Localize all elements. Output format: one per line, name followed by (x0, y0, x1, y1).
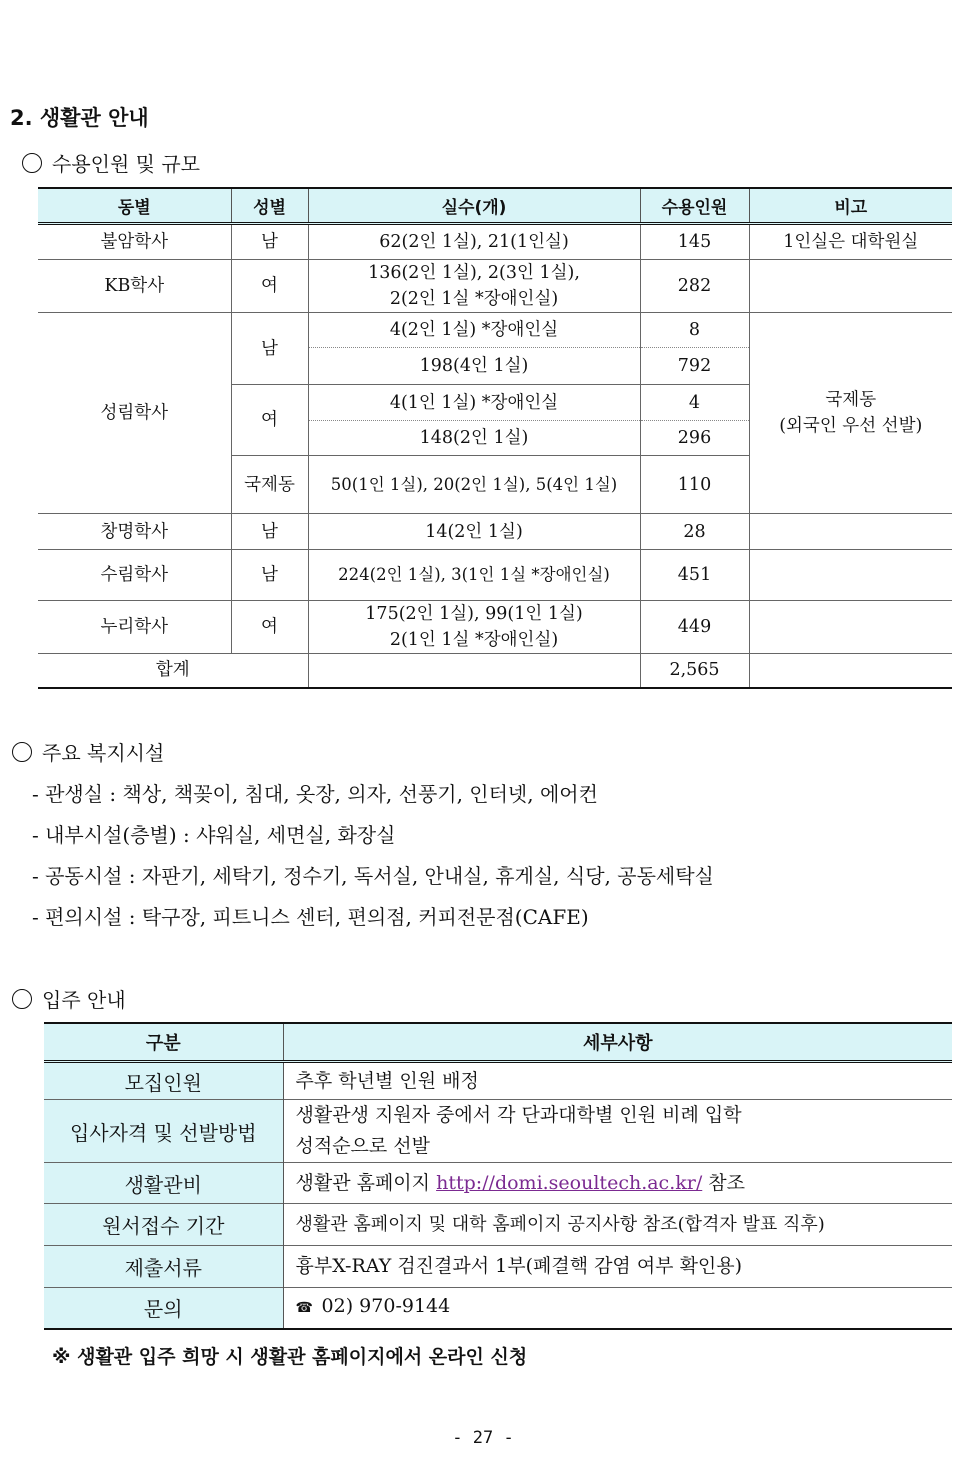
col-header-dorm: 동별 (38, 188, 231, 224)
admission-header-row (44, 1023, 952, 1062)
capacity-cell: 145 (640, 224, 749, 260)
note-line: 국제동 (825, 390, 877, 410)
row-label: 원서접수 기간 (44, 1204, 283, 1246)
table-row (38, 550, 952, 601)
note-cell: 1인실은 대학원실 (749, 224, 952, 260)
rooms-cell: 4(2인 1실) *장애인실 (308, 313, 640, 348)
circle-bullet-icon (22, 153, 42, 173)
capacity-heading (22, 148, 200, 177)
note-cell (749, 601, 952, 654)
table-row (38, 601, 952, 654)
dorm-name: 불암학사 (38, 224, 231, 260)
dorm-name: 창명학사 (38, 514, 231, 550)
rooms-cell: 50(1인 1실), 20(2인 1실), 5(4인 1실) (308, 456, 640, 514)
capacity-header-row (38, 188, 952, 224)
facility-item: - 관생실 : 책상, 책꽂이, 침대, 옷장, 의자, 선풍기, 인터넷, 에어컨 (32, 782, 598, 806)
table-row (44, 1204, 952, 1246)
table-row (44, 1062, 952, 1100)
capacity-cell: 28 (640, 514, 749, 550)
col-header-details: 세부사항 (283, 1023, 952, 1062)
capacity-heading-text: 수용인원 및 규모 (52, 152, 200, 176)
section-title: 2. 생활관 안내 (10, 106, 149, 130)
capacity-cell: 451 (640, 550, 749, 601)
row-value: 생활관 홈페이지 및 대학 홈페이지 공지사항 참조(합격자 발표 직후) (283, 1204, 952, 1246)
rooms-cell (308, 601, 640, 654)
capacity-cell: 449 (640, 601, 749, 654)
capacity-cell: 296 (640, 421, 749, 456)
rooms-cell (308, 260, 640, 313)
facility-item: - 편의시설 : 탁구장, 피트니스 센터, 편의점, 커피전문점(CAFE) (32, 905, 589, 929)
rooms-cell: 198(4인 1실) (308, 348, 640, 385)
rooms-cell: 224(2인 1실), 3(1인 1실 *장애인실) (308, 550, 640, 601)
total-label: 합계 (38, 654, 308, 688)
col-header-gender: 성별 (231, 188, 308, 224)
facility-item: - 내부시설(층별) : 샤워실, 세면실, 화장실 (32, 823, 396, 847)
row-value (283, 1163, 952, 1204)
row-label: 모집인원 (44, 1062, 283, 1100)
circle-bullet-icon (12, 989, 32, 1009)
row-label: 문의 (44, 1288, 283, 1329)
table-row (38, 224, 952, 260)
facility-item: - 공동시설 : 자판기, 세탁기, 정수기, 독서실, 안내실, 휴게실, 식당, 공동세탁실 (32, 864, 714, 888)
rooms-line: 136(2인 1실), 2(3인 1실), (368, 263, 580, 283)
gender-cell: 여 (231, 385, 308, 456)
capacity-cell: 110 (640, 456, 749, 514)
rooms-cell: 14(2인 1실) (308, 514, 640, 550)
value-line: 생활관생 지원자 중에서 각 단과대학별 인원 비례 입학 (295, 1104, 742, 1126)
gender-cell: 남 (231, 313, 308, 385)
note-cell (749, 654, 952, 688)
circle-bullet-icon (12, 742, 32, 762)
row-label: 생활관비 (44, 1163, 283, 1204)
gender-cell: 남 (231, 550, 308, 601)
table-row (44, 1246, 952, 1288)
capacity-cell: 792 (640, 348, 749, 385)
rooms-cell: 148(2인 1실) (308, 421, 640, 456)
dorm-name: 수림학사 (38, 550, 231, 601)
phone-number: 02) 970-9144 (321, 1295, 451, 1318)
homepage-link[interactable]: http://domi.seoultech.ac.kr/ (436, 1171, 703, 1194)
row-value (283, 1288, 952, 1329)
row-label: 입사자격 및 선발방법 (44, 1100, 283, 1163)
note-cell (749, 260, 952, 313)
table-row (44, 1288, 952, 1329)
admission-table (44, 1022, 952, 1330)
application-note: ※ 생활관 입주 희망 시 생활관 홈페이지에서 온라인 신청 (52, 1346, 528, 1368)
row-label: 제출서류 (44, 1246, 283, 1288)
col-header-note: 비고 (749, 188, 952, 224)
col-header-capacity: 수용인원 (640, 188, 749, 224)
total-value: 2,565 (640, 654, 749, 688)
admission-heading (12, 984, 126, 1013)
col-header-rooms: 실수(개) (308, 188, 640, 224)
admission-heading-text: 입주 안내 (42, 988, 126, 1012)
total-row (38, 654, 952, 688)
gender-cell: 남 (231, 224, 308, 260)
rooms-cell: 4(1인 1실) *장애인실 (308, 385, 640, 421)
table-row (38, 313, 952, 348)
col-header-category: 구분 (44, 1023, 283, 1062)
table-row (38, 514, 952, 550)
row-value (283, 1100, 952, 1163)
value-line: 성적순으로 선발 (295, 1135, 431, 1157)
fee-text-pre: 생활관 홈페이지 (295, 1171, 431, 1194)
gender-cell: 남 (231, 514, 308, 550)
capacity-table (38, 187, 952, 689)
rooms-cell (308, 654, 640, 688)
facilities-heading-text: 주요 복지시설 (42, 741, 165, 765)
row-value: 흉부X-RAY 검진결과서 1부(폐결핵 감염 여부 확인용) (283, 1246, 952, 1288)
dorm-name: 성림학사 (38, 313, 231, 514)
table-row (38, 260, 952, 313)
dorm-name: 누리학사 (38, 601, 231, 654)
rooms-line: 175(2인 1실), 99(1인 1실) (365, 604, 583, 624)
note-cell (749, 313, 952, 514)
dorm-name: KB학사 (38, 260, 231, 313)
capacity-cell: 8 (640, 313, 749, 348)
gender-cell: 여 (231, 601, 308, 654)
facilities-heading (12, 737, 164, 766)
gender-cell: 여 (231, 260, 308, 313)
fee-text-post: 참조 (708, 1171, 746, 1194)
gender-cell: 국제동 (231, 456, 308, 514)
page-number: - 27 - (452, 1428, 514, 1448)
phone-icon: ☎ (295, 1300, 313, 1317)
note-cell (749, 550, 952, 601)
note-cell (749, 514, 952, 550)
rooms-line: 2(2인 1실 *장애인실) (389, 289, 559, 309)
rooms-cell: 62(2인 1실), 21(1인실) (308, 224, 640, 260)
table-row (44, 1100, 952, 1163)
row-value: 추후 학년별 인원 배정 (283, 1062, 952, 1100)
table-row (44, 1163, 952, 1204)
capacity-cell: 282 (640, 260, 749, 313)
note-line: (외국인 우선 선발) (779, 416, 923, 436)
capacity-cell: 4 (640, 385, 749, 421)
rooms-line: 2(1인 1실 *장애인실) (389, 630, 559, 650)
